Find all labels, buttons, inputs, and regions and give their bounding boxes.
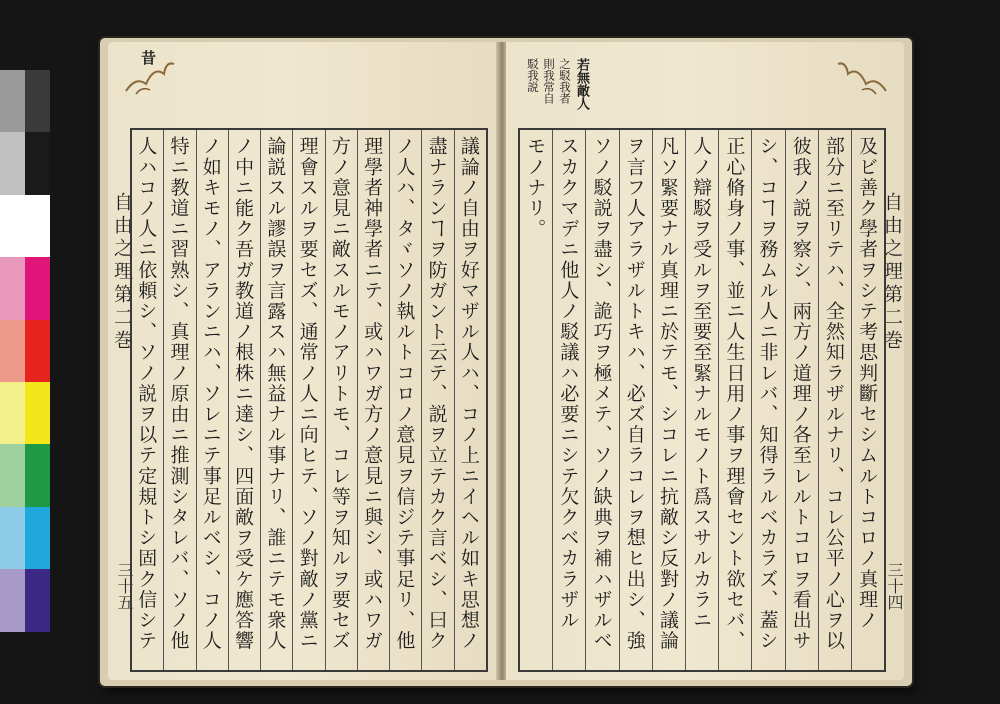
color-calibration-strip: [0, 70, 50, 632]
text-column: ノ人ハ、タヾソノ執ルトコロノ意見ヲ信ジテ事足リ、他: [389, 130, 421, 670]
running-head: 自由之理第二巻: [881, 192, 903, 353]
running-head: 自由之理第二巻: [111, 192, 133, 353]
calibration-swatch: [0, 444, 25, 506]
text-column: 理會スルヲ要セズ、通常ノ人ニ向ヒテ、ソノ對敵ノ黨ニ: [292, 130, 324, 670]
text-column: 論説スル謬誤ヲ言露スハ無益ナル事ナリ、誰ニテモ衆人: [260, 130, 292, 670]
headnote-line: 若無敵人: [574, 58, 589, 110]
headnote-line: 之駁我者: [558, 58, 572, 104]
calibration-swatch: [25, 507, 50, 569]
text-frame: [130, 128, 488, 672]
calibration-swatch: [25, 320, 50, 382]
headnote: [528, 58, 588, 126]
text-column: 部分ニ至リテハ、全然知ラザルナリ、コレ公平ノ心ヲ以: [818, 130, 851, 670]
left-page: [108, 42, 498, 680]
calibration-swatch: [0, 320, 25, 382]
right-page: [506, 42, 904, 680]
text-column: ヲ言フ人アラザルトキハ、必ズ自ラコレヲ想ヒ出シ、強: [619, 130, 652, 670]
page-number: 三十五: [115, 562, 134, 610]
torn-corner-icon: [836, 46, 896, 96]
text-column: シ、コヿヲ務ムル人ニ非レバ、知得ラルベカラズ、蓋シ: [751, 130, 784, 670]
text-column: ノ如キモノ、アランニハ、ソレニテ事足ルベシ、コノ人: [196, 130, 228, 670]
calibration-swatch: [25, 257, 50, 319]
calibration-swatch: [0, 569, 25, 631]
calibration-swatch: [25, 70, 50, 132]
torn-corner-icon: [116, 46, 176, 96]
calibration-swatch: [0, 257, 25, 319]
text-column: 人ハコノ人ニ依頼シ、ソノ説ヲ以テ定規トシ固ク信シテ: [135, 136, 158, 651]
text-column: 彼我ノ説ヲ察シ、兩方ノ道理ノ各至レルトコロヲ看出サ: [785, 130, 818, 670]
text-column: 議論ノ自由ヲ好マザル人ハ、コノ上ニイヘル如キ思想ノ: [454, 130, 486, 670]
text-column: 正心脩身ノ事、並ニ人生日用ノ事ヲ理會セント欲セバ、: [718, 130, 751, 670]
headnote-line: 駁我説: [526, 58, 540, 93]
text-column: 及ビ善ク學者ヲシテ考思判斷セシムルトコロノ真理ノ: [851, 130, 884, 670]
text-column: モノナリ。: [524, 136, 547, 239]
calibration-swatch: [25, 444, 50, 506]
calibration-swatch: [0, 195, 25, 257]
calibration-swatch: [25, 382, 50, 444]
text-column: 盡ナランヿヲ防ガント云テ、説ヲ立テカク言ベシ、曰ク: [421, 130, 453, 670]
calibration-swatch: [0, 507, 25, 569]
headnote-line: 則我常自: [542, 58, 556, 104]
text-column: 理學者神學者ニテ、或ハワガ方ノ意見ニ與シ、或ハワガ: [357, 130, 389, 670]
text-column: 特ニ教道ニ習熟シ、真理ノ原由ニ推測シタレバ、ソノ他: [163, 130, 195, 670]
text-column: 方ノ意見ニ敵スルモノアリトモ、コレ等ヲ知ルヲ要セズ: [325, 130, 357, 670]
calibration-swatch: [25, 132, 50, 194]
corner-mark: 昔: [139, 50, 157, 65]
text-column: ソノ駁説ヲ盡シ、詭巧ヲ極メテ、ソノ缺典ヲ補ハザルベ: [585, 130, 618, 670]
calibration-swatch: [0, 382, 25, 444]
text-column: 人ノ辯駁ヲ受ルヲ至要至緊ナルモノト爲スサルカラニ: [685, 130, 718, 670]
open-book: [100, 38, 912, 686]
text-column: スカクマデニ他人ノ駁議ハ必要ニシテ欠クベカラザル: [552, 130, 585, 670]
text-column: 凡ソ緊要ナル真理ニ於テモ、シコレニ抗敵シ反對ノ議論: [652, 130, 685, 670]
calibration-swatch: [0, 70, 25, 132]
page-number: 三十四: [885, 562, 904, 610]
text-column: ノ中ニ能ク吾ガ教道ノ根株ニ達シ、四面敵ヲ受ケ應答響: [228, 130, 260, 670]
text-frame: [518, 128, 886, 672]
calibration-swatch: [25, 569, 50, 631]
calibration-swatch: [0, 132, 25, 194]
calibration-swatch: [25, 195, 50, 257]
